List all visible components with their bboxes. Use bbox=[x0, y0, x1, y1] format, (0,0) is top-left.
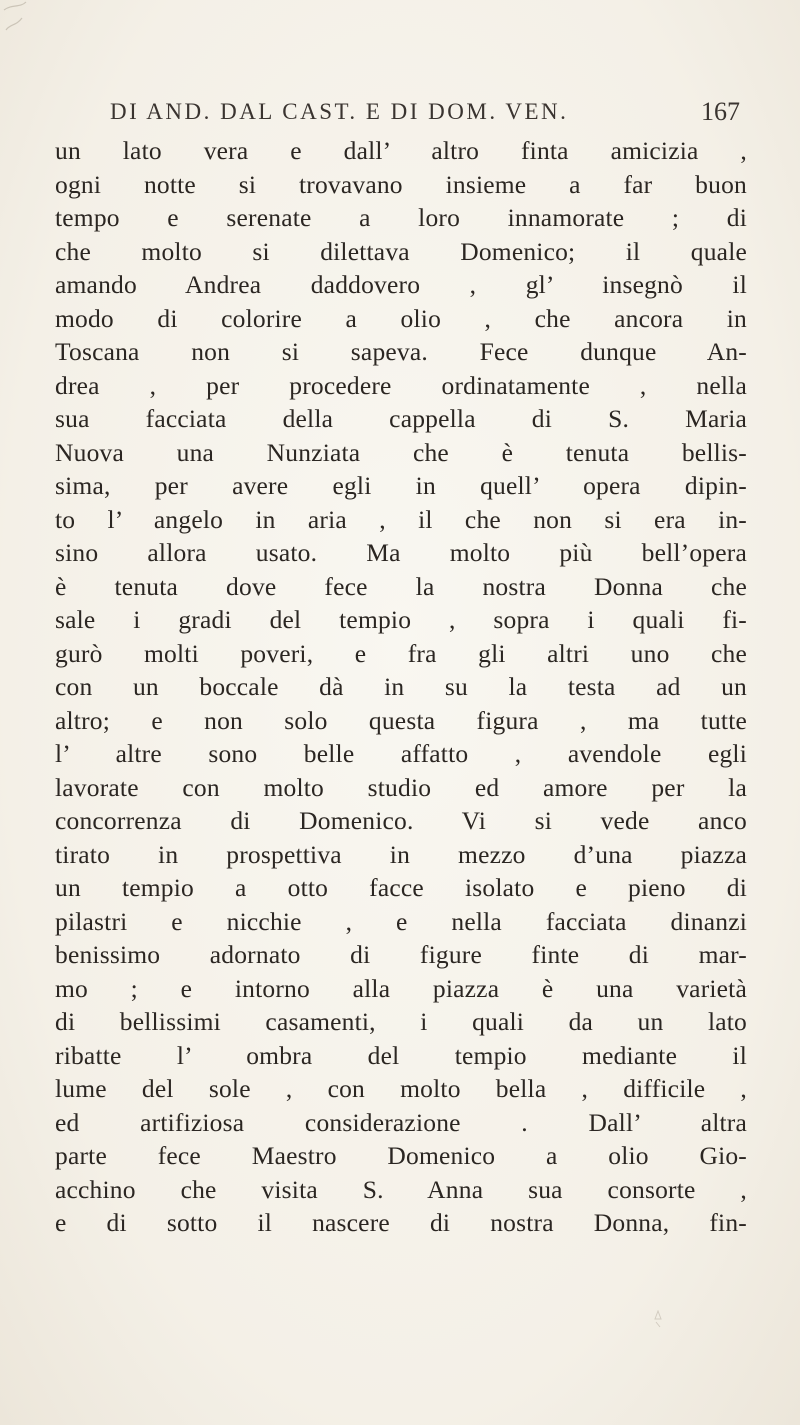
text-line: lume del sole , con molto bella , difficile , bbox=[55, 1074, 747, 1103]
text-line: e di sotto il nascere di nostra Donna, fin- bbox=[55, 1208, 747, 1237]
text-line: tirato in prospettiva in mezzo d’una piazza bbox=[55, 839, 747, 869]
text-line: amando Andrea daddovero , gl’ insegnò il bbox=[55, 270, 747, 299]
text-line: parte fece Maestro Domenico a olio Gio- bbox=[55, 1141, 747, 1170]
text-line: sale i gradi del tempio , sopra i quali fi- bbox=[55, 605, 747, 634]
text-line: Nuova una Nunziata che è tenuta bellis- bbox=[55, 437, 747, 467]
text-line: sima, per avere egli in quell’ opera dipin- bbox=[55, 471, 747, 500]
text-line: mo ; e intorno alla piazza è una varietà bbox=[55, 973, 747, 1003]
running-head: DI AND. DAL CAST. E DI DOM. VEN. bbox=[110, 99, 569, 124]
text-line: un lato vera e dall’ altro finta amicizia , bbox=[55, 136, 747, 165]
page-number: 167 bbox=[701, 97, 740, 126]
text-line: to l’ angelo in aria , il che non si era in- bbox=[55, 504, 747, 534]
text-line: gurò molti poveri, e fra gli altri uno che bbox=[55, 638, 747, 668]
text-line: sino allora usato. Ma molto più bell’opera bbox=[55, 538, 747, 567]
corner-stain-mark bbox=[0, 0, 38, 50]
text-line: ogni notte si trovavano insieme a far buon bbox=[55, 169, 747, 199]
text-line: ribatte l’ ombra del tempio mediante il bbox=[55, 1040, 747, 1070]
text-line: altro; e non solo questa figura , ma tutte bbox=[55, 705, 747, 735]
text-line: tempo e serenate a loro innamorate ; di bbox=[55, 203, 747, 232]
text-line: con un boccale dà in su la testa ad un bbox=[55, 672, 747, 701]
text-line: benissimo adornato di figure finte di mar- bbox=[55, 940, 747, 969]
text-line: è tenuta dove fece la nostra Donna che bbox=[55, 571, 747, 601]
text-line: pilastri e nicchie , e nella facciata dinanzi bbox=[55, 906, 747, 936]
text-line: ed artifiziosa considerazione . Dall’ altra bbox=[55, 1107, 747, 1137]
text-line: Toscana non si sapeva. Fece dunque An- bbox=[55, 337, 747, 366]
text-line: un tempio a otto facce isolato e pieno di bbox=[55, 873, 747, 902]
text-line: lavorate con molto studio ed amore per la bbox=[55, 772, 747, 802]
text-line: modo di colorire a olio , che ancora in bbox=[55, 303, 747, 333]
text-line: concorrenza di Domenico. Vi si vede anco bbox=[55, 806, 747, 835]
text-line: l’ altre sono belle affatto , avendole egli bbox=[55, 739, 747, 768]
ink-smudge-mark bbox=[650, 1310, 666, 1328]
text-line: di bellissimi casamenti, i quali da un lato bbox=[55, 1007, 747, 1036]
text-line: drea , per procedere ordinatamente , nella bbox=[55, 370, 747, 400]
text-line: sua facciata della cappella di S. Maria bbox=[55, 404, 747, 433]
text-line: acchino che visita S. Anna sua consorte , bbox=[55, 1174, 747, 1204]
text-line: che molto si dilettava Domenico; il quale bbox=[55, 236, 747, 266]
page-header bbox=[110, 92, 740, 132]
body-text bbox=[55, 134, 747, 1240]
